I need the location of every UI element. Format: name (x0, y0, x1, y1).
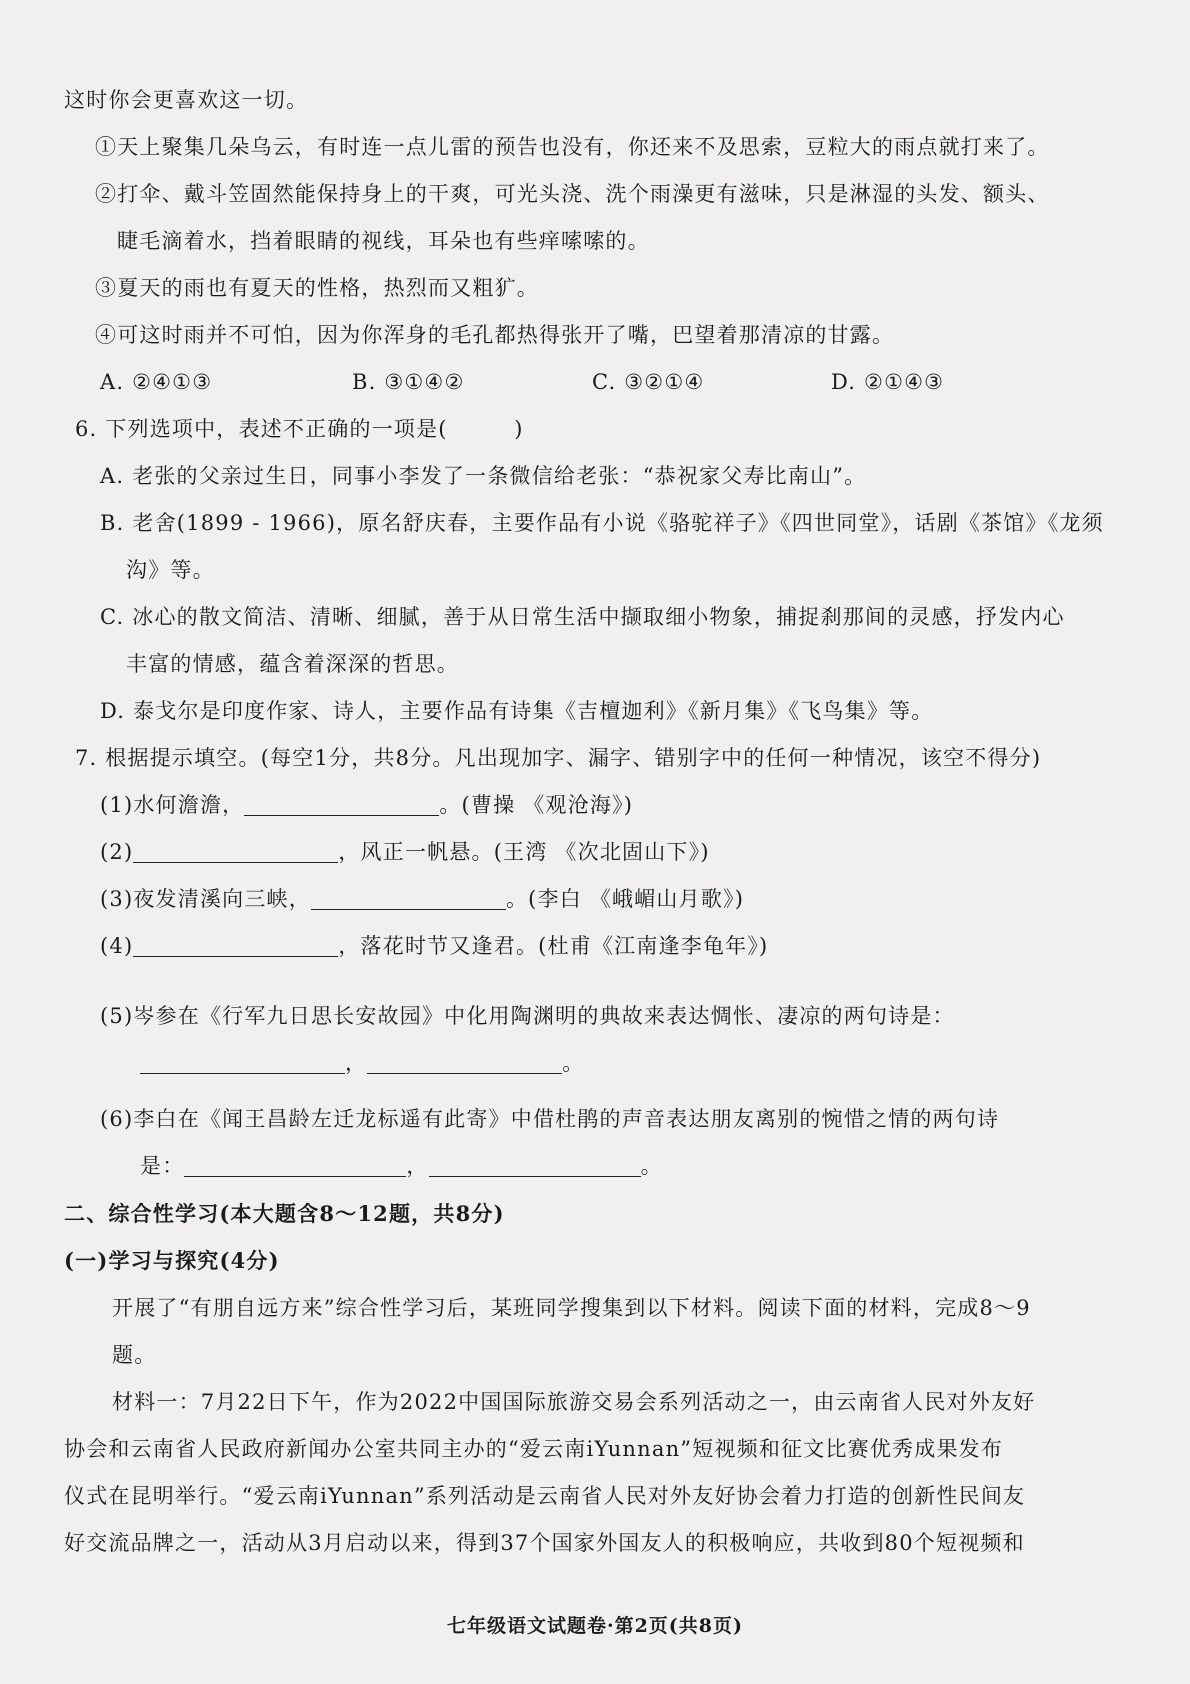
fill-5-separator: ， (345, 1051, 368, 1075)
sentence-2-cont: 睫毛滴着水，挡着眼睛的视线，耳朵也有些痒嗦嗦的。 (117, 229, 650, 253)
sentence-3: ③夏天的雨也有夏天的性格，热烈而又粗犷。 (95, 276, 539, 300)
fill-2-prefix: (2) (100, 840, 134, 864)
q6-option-c[interactable]: C. 冰心的散文简洁、清晰、细腻，善于从日常生活中撷取细小物象，捕捉刹那间的灵感，抒发内心 (100, 605, 1065, 629)
q5-option-c[interactable]: C. ③②①④ (592, 370, 705, 394)
fill-5-blank-2[interactable] (367, 1051, 562, 1074)
fill-5-end: 。 (562, 1051, 585, 1075)
fill-2-blank[interactable] (133, 840, 338, 863)
q6-option-b[interactable]: B. 老舍(1899 - 1966)，原名舒庆春，主要作品有小说《骆驼祥子》《四世同堂》，话剧《茶馆》《龙须 (100, 511, 1104, 535)
fill-4-blank[interactable] (133, 934, 338, 957)
section-2-part-1-heading: (一)学习与探究(4分) (64, 1248, 280, 1273)
q6-option-b-cont: 沟》等。 (126, 558, 215, 582)
fill-1-suffix: 。(曹操 《观沧海》) (439, 793, 634, 817)
fill-6-blank-2[interactable] (429, 1154, 641, 1177)
fill-6-blank-1[interactable] (184, 1154, 406, 1177)
sentence-4: ④可这时雨并不可怕，因为你浑身的毛孔都热得张开了嘴，巴望着那清凉的甘露。 (95, 323, 895, 347)
fill-item-5: (5)岑参在《行军九日思长安故园》中化用陶渊明的典故来表达惆怅、凄凉的两句诗是： (100, 1004, 955, 1028)
fill-3-blank[interactable] (311, 887, 506, 910)
fill-6-end: 。 (640, 1154, 663, 1178)
fill-6-prefix: 是： (140, 1154, 185, 1178)
material-1-line-4: 好交流品牌之一，活动从3月启动以来，得到37个国家外国友人的积极响应，共收到80个短视频和 (64, 1531, 1025, 1555)
fill-item-2 (100, 838, 710, 866)
fill-5-blank-1[interactable] (140, 1051, 345, 1074)
sentence-1: ①天上聚集几朵乌云，有时连一点儿雷的预告也没有，你还来不及思索，豆粒大的雨点就打来了。 (95, 135, 1050, 159)
fill-4-prefix: (4) (100, 934, 134, 958)
fill-1-blank[interactable] (244, 793, 439, 816)
fill-4-suffix: ，落花时节又逢君。(杜甫《江南逢李龟年》) (338, 934, 769, 958)
q6-option-d[interactable]: D. 泰戈尔是印度作家、诗人，主要作品有诗集《吉檀迦利》《新月集》《飞鸟集》等。 (100, 699, 934, 723)
page-footer: 七年级语文试题卷·第2页(共8页) (446, 1615, 744, 1637)
fill-2-suffix: ，风正一帆悬。(王湾 《次北固山下》) (338, 840, 710, 864)
material-1-line-3: 仪式在昆明举行。“爱云南iYunnan”系列活动是云南省人民对外友好协会着力打造的创新性民间友 (64, 1484, 1026, 1508)
instruction-line-2: 题。 (112, 1343, 157, 1367)
q6-option-c-cont: 丰富的情感，蕴含着深深的哲思。 (126, 652, 459, 676)
fill-item-5-answer (140, 1049, 584, 1077)
q5-option-d[interactable]: D. ②①④③ (831, 370, 945, 394)
question-7-stem: 7. 根据提示填空。(每空1分，共8分。凡出现加字、漏字、错别字中的任何一种情况，该空不得分) (75, 746, 1042, 770)
fill-3-prefix: (3)夜发清溪向三峡， (100, 887, 311, 911)
fill-item-1 (100, 791, 633, 819)
fill-item-6: (6)李白在《闻王昌龄左迁龙标遥有此寄》中借杜鹃的声音表达朋友离别的惋惜之情的两句诗 (100, 1107, 1000, 1131)
fill-3-suffix: 。(李白 《峨嵋山月歌》) (505, 887, 745, 911)
passage-line-intro: 这时你会更喜欢这一切。 (64, 88, 309, 112)
question-6-stem: 6. 下列选项中，表述不正确的一项是( ) (75, 417, 524, 441)
q5-option-a[interactable]: A. ②④①③ (100, 370, 213, 394)
fill-item-3 (100, 885, 744, 913)
fill-item-6-answer (140, 1152, 663, 1180)
fill-item-4 (100, 932, 768, 960)
material-1-line-1: 材料一：7月22日下午，作为2022中国国际旅游交易会系列活动之一，由云南省人民对外友好 (112, 1390, 1036, 1414)
fill-1-prefix: (1)水何澹澹， (100, 793, 245, 817)
sentence-2: ②打伞、戴斗笠固然能保持身上的干爽，可光头浇、洗个雨澡更有滋味，只是淋湿的头发、额头、 (95, 182, 1050, 206)
q5-option-b[interactable]: B. ③①④② (352, 370, 465, 394)
material-1-line-2: 协会和云南省人民政府新闻办公室共同主办的“爱云南iYunnan”短视频和征文比赛优秀成果发布 (64, 1437, 1004, 1461)
q6-option-a[interactable]: A. 老张的父亲过生日，同事小李发了一条微信给老张：“恭祝家父寿比南山”。 (100, 464, 867, 488)
instruction-line-1: 开展了“有朋自远方来”综合性学习后，某班同学搜集到以下材料。阅读下面的材料，完成8～9 (112, 1296, 1031, 1320)
section-2-heading: 二、综合性学习(本大题含8～12题，共8分) (64, 1201, 505, 1226)
fill-6-separator: ， (406, 1154, 429, 1178)
